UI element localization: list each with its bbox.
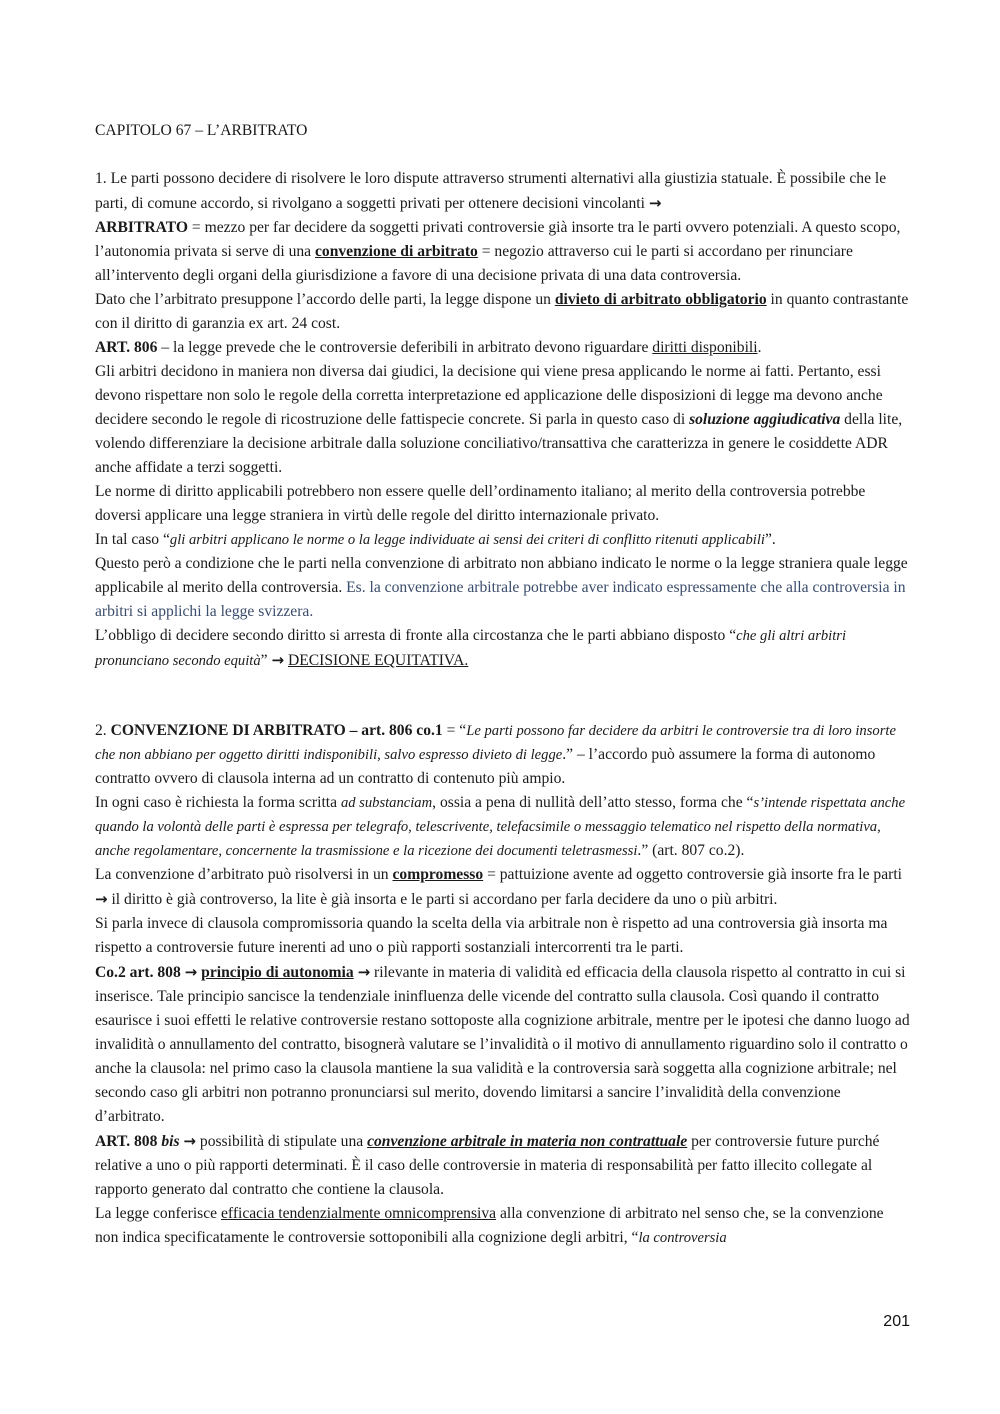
chapter-title: CAPITOLO 67 – L’ARBITRATO <box>95 122 308 139</box>
text: 1. Le parti possono decidere di risolvere le loro dispute attraverso strumenti alternativi alla giustizia statuale. È possibile che le parti, di comune accordo, si rivolgano a soggetti privati per ottenere decisioni vincolanti <box>95 170 887 212</box>
arrow-icon: → <box>357 963 371 981</box>
text: .” (art. 807 co.2). <box>637 842 745 859</box>
text: L’obbligo di decidere secondo diritto si arresta di fronte alla circostanza che le parti abbiano disposto “ <box>95 627 737 644</box>
text: Le norme di diritto applicabili potrebbero non essere quelle dell’ordinamento italiano; al merito della controversia potrebbe doversi applicare una legge straniera in virtù delle regole del diritto internazionale privato. <box>95 483 866 524</box>
text: possibilità di stipulate una <box>196 1133 368 1150</box>
term-soluzione-aggiudicativa: soluzione aggiudicativa <box>689 411 841 428</box>
text: per controversie future purché relative a uno o più rapporti determinati. È il caso delle controversie in materia di responsabilità per fatto illecito collegate al rapporto generato dal contratto che contiene la clausola. <box>95 1133 880 1198</box>
term-decisione-equitativa: DECISIONE EQUITATIVA. <box>287 652 469 669</box>
text: In tal caso “ <box>95 531 170 548</box>
arrow-icon: → <box>95 890 108 908</box>
quote: la controversia <box>638 1230 727 1246</box>
term-convenzione-di-arbitrato: convenzione di arbitrato <box>314 243 478 260</box>
term-convenzione-non-contrattuale: convenzione arbitrale in materia non contrattuale <box>367 1133 688 1150</box>
text: della lite, volendo differenziare la decisione arbitrale dalla soluzione conciliativo/transattiva che caratterizza in genere le cosiddette ADR anche affidate a terzi soggetti. <box>95 411 903 476</box>
arrow-icon: → <box>184 963 198 981</box>
text: ” <box>260 652 272 669</box>
arrow-icon: → <box>271 651 285 669</box>
text: La convenzione d’arbitrato può risolversi in un <box>95 866 393 883</box>
arrow-icon: → <box>183 1132 196 1150</box>
text: La legge conferisce <box>95 1205 221 1222</box>
text: rilevante in materia di validità ed efficacia della clausola rispetto al contratto in cui si inserisce. Tale principio sancisce la tendenziale ininfluenza delle vicende del contratto sulla clausola. Così quando il contratto esaurisce i suoi effetti le relative controversie restano sottoposte alla cognizione arbitrale, mentre per le ipotesi che danno luogo ad invalidità o annullamento del contratto, bisognerà valutare se l’invalidità o il motivo di annullamento riguardino solo il contratto o anche la clausola: nel primo caso la clausola mantiene la sua validità e la controversia sarà soggetta alla cognizione arbitrale; nel secondo caso gli arbitri non potranno pronunciarsi sul merito, dovendo limitarsi a sancire l’invalidità della convenzione d’arbitrato. <box>95 964 910 1125</box>
text: . <box>757 339 762 356</box>
text: il diritto è già controverso, la lite è già insorta e le parti si accordano per farla decidere da uno o più arbitri. <box>107 891 778 908</box>
text: In ogni caso è richiesta la forma scritta <box>95 794 341 811</box>
term-art-806: ART. 806 <box>95 339 158 356</box>
latin-term: ad substanciam <box>340 795 433 811</box>
text: – la legge prevede che le controversie deferibili in arbitrato devono riguardare <box>157 339 653 356</box>
text: Si parla invece di clausola compromissoria quando la scelta della via arbitrale non è rispetto ad una controversia già insorta ma rispetto a controversie future inerenti ad uno o più rapporti sostanziali intercorrenti tra le parti. <box>95 915 888 956</box>
section-2 <box>95 719 910 1250</box>
term-diritti-disponibili: diritti disponibili <box>652 339 758 356</box>
quote: Le parti possono far decidere da arbitri le controversie tra di loro insorte che non abbiano per oggetto diritti indisponibili, salvo espresso divieto di legge <box>95 723 896 763</box>
text: = pattuizione avente ad oggetto controversie già insorte fra le parti <box>483 866 903 883</box>
quote: s’intende rispettata anche quando la volontà delle parti è espressa per telegrafo, telescrivente, telefacsimile o messaggio telematico nel rispetto della normativa, anche regolamentare, concernente la trasmissione e la ricezione dei documenti teletrasmessi <box>95 795 906 859</box>
text: Dato che l’arbitrato presuppone l’accordo delle parti, la legge dispone un <box>95 291 555 308</box>
term-principio-di-autonomia: principio di autonomia <box>201 964 354 981</box>
text: Gli arbitri decidono in maniera non diversa dai giudici, la decisione qui viene presa applicando le norme ai fatti. Pertanto, essi devono rispettare non solo le regole della corretta interpretazione ed applicazione delle disposizioni di legge ma devono anche decidere secondo le regole di ricostruzione delle fattispecie concrete. Si parla in questo caso di <box>95 363 883 428</box>
quote: gli arbitri applicano le norme o la legge individuate ai sensi dei criteri di conflitto ritenuti applicabili <box>169 532 765 548</box>
term-co2-art-808: Co.2 art. 808 <box>95 964 181 981</box>
text: = “ <box>442 722 467 739</box>
term-efficacia-omnicomprensiva: efficacia tendenzialmente omnicomprensiva <box>220 1205 497 1222</box>
text: = mezzo per far decidere da soggetti privati controversie già insorte tra le parti ovvero potenziali. A questo scopo, l’autonomia privata si serve di una <box>95 219 901 260</box>
page-number: 201 <box>883 1313 910 1330</box>
term-convenzione-art-806: CONVENZIONE DI ARBITRATO – art. 806 co.1 <box>110 722 443 739</box>
text: alla convenzione di arbitrato nel senso che, se la convenzione non indica specificatamente le controversie sottoponibili alla cognizione degli arbitri, “ <box>95 1205 884 1246</box>
text: ”. <box>764 531 776 548</box>
quote: che gli altri arbitri pronunciano secondo equità <box>95 628 847 669</box>
arrow-icon: → <box>648 194 662 212</box>
term-divieto: divieto di arbitrato obbligatorio <box>554 291 767 308</box>
text: in quanto contrastante con il diritto di garanzia ex art. 24 cost. <box>95 291 909 332</box>
section-1 <box>95 167 910 673</box>
term-art-808: ART. 808 <box>95 1133 158 1150</box>
example-text: Es. la convenzione arbitrale potrebbe aver indicato espressamente che alla controversia in arbitri si applichi la legge svizzera. <box>95 579 906 620</box>
text: Questo però a condizione che le parti nella convenzione di arbitrato non abbiano indicato le norme o la legge straniera quale legge applicabile al merito della controversia. <box>95 555 908 596</box>
term-arbitrato: ARBITRATO <box>95 219 189 236</box>
text: .” – l’accordo può assumere la forma di autonomo contratto ovvero di clausola interna ad un contratto di contenuto più ampio. <box>95 746 876 787</box>
text: = negozio attraverso cui le parti si accordano per rinunciare all’intervento degli organi della giurisdizione a favore di una decisione privata di una data controversia. <box>95 243 853 284</box>
text: , ossia a pena di nullità dell’atto stesso, forma che “ <box>432 794 754 811</box>
text: 2. <box>95 722 111 739</box>
term-bis: bis <box>161 1133 180 1150</box>
term-compromesso: compromesso <box>392 866 484 883</box>
